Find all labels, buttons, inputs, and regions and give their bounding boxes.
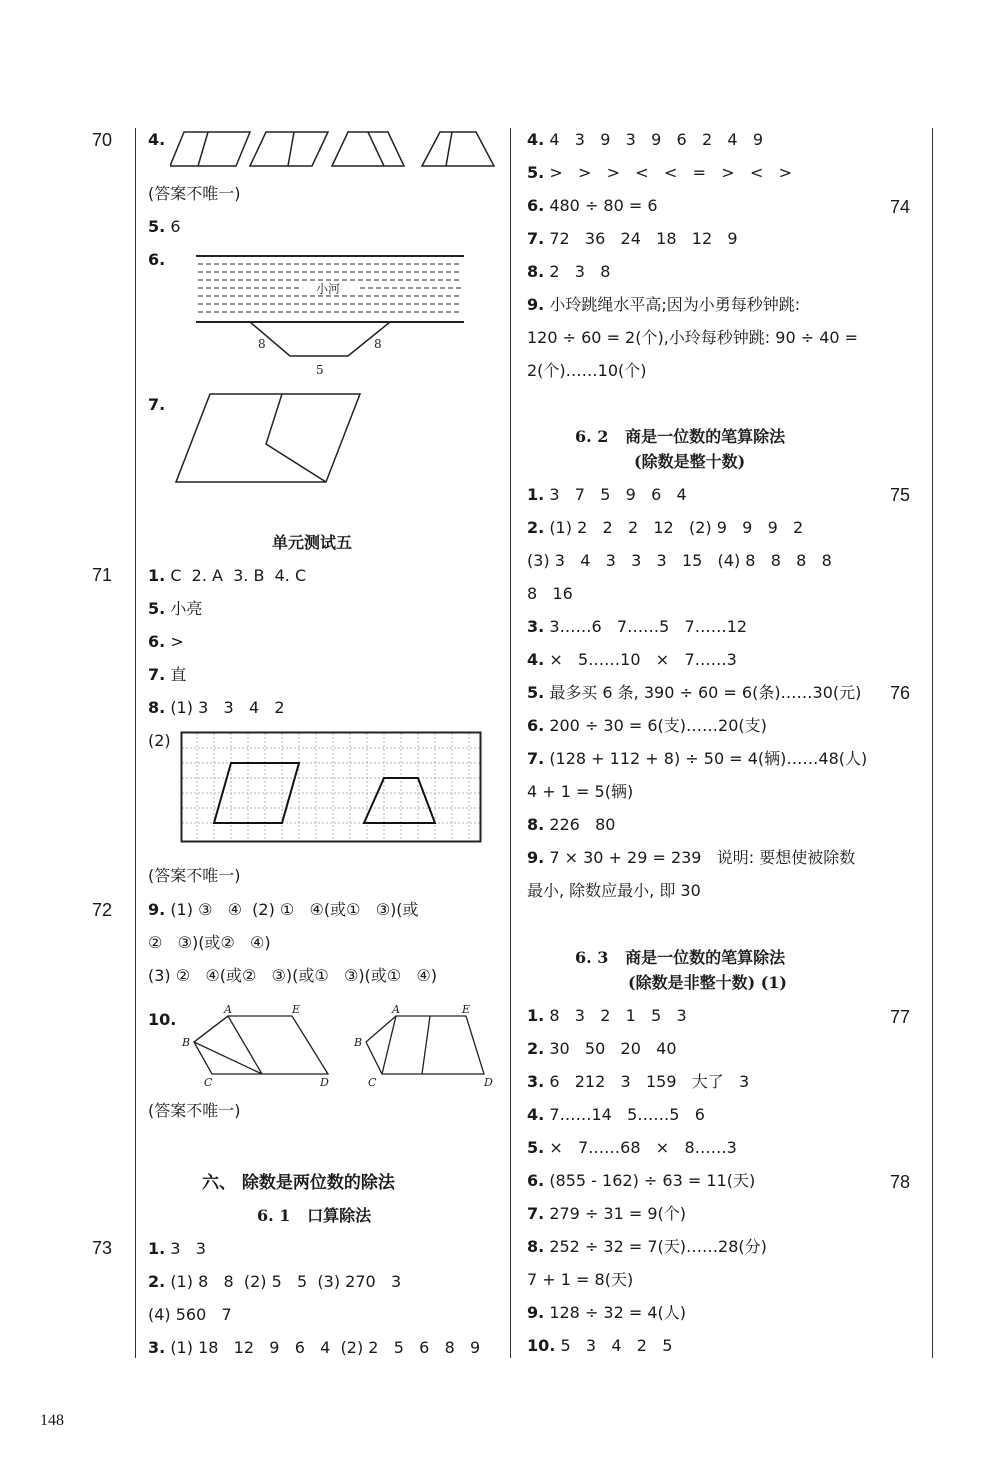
q4-shapes-figure bbox=[170, 128, 500, 170]
middle-rule bbox=[510, 128, 511, 1358]
answer-line: 6. bbox=[148, 250, 166, 269]
answer-line: (3) ② ④(或② ③)(或① ③)(或① ④) bbox=[148, 966, 437, 985]
label-c: C bbox=[368, 1076, 377, 1089]
section-title-6-3: 6. 3 商是一位数的笔算除法 bbox=[575, 948, 786, 967]
answer-line: 4. × 5……10 × 7……3 bbox=[527, 650, 737, 669]
answer-line: 1. 3 3 bbox=[148, 1239, 206, 1258]
answer-line: 5. > > > < < = > < > bbox=[527, 163, 793, 182]
page-ref-76: 76 bbox=[890, 683, 911, 703]
answer-line: 8. 252 ÷ 32 = 7(天)……28(分) bbox=[527, 1237, 767, 1256]
answer-line: (答案不唯一) bbox=[148, 1101, 241, 1120]
answer-line: 4. 7……14 5……5 6 bbox=[527, 1105, 705, 1124]
answer-line: (2) bbox=[148, 731, 171, 750]
page-ref-71: 71 bbox=[92, 565, 113, 585]
answer-line: 7. 72 36 24 18 12 9 bbox=[527, 229, 738, 248]
page-ref-75: 75 bbox=[890, 485, 911, 505]
section-title-6-2: 6. 2 商是一位数的笔算除法 bbox=[575, 427, 786, 446]
chapter-title: 六、 除数是两位数的除法 bbox=[202, 1173, 395, 1193]
page-ref-77: 77 bbox=[890, 1007, 911, 1027]
answer-line: (3) 3 4 3 3 3 15 (4) 8 8 8 8 bbox=[527, 551, 832, 570]
answer-line: 5. 最多买 6 条, 390 ÷ 60 = 6(条)……30(元) bbox=[527, 683, 862, 702]
left-side-label: 8 bbox=[258, 337, 266, 351]
answer-line: 8. 226 80 bbox=[527, 815, 616, 834]
label-b: B bbox=[182, 1036, 191, 1049]
answer-line: 3. (1) 18 12 9 6 4 (2) 2 5 6 8 9 bbox=[148, 1338, 481, 1357]
page-ref-74: 74 bbox=[890, 197, 911, 217]
label-d: D bbox=[484, 1076, 493, 1089]
section-title-unit-test-5: 单元测试五 bbox=[272, 533, 353, 552]
right-side-label: 8 bbox=[374, 337, 382, 351]
page-ref-72: 72 bbox=[92, 900, 113, 920]
answer-line: 8. 2 3 8 bbox=[527, 262, 611, 281]
answer-line: ② ③)(或② ④) bbox=[148, 933, 271, 952]
answer-line: (答案不唯一) bbox=[148, 184, 241, 203]
section-subtitle-6-3: (除数是非整十数) (1) bbox=[628, 973, 787, 992]
q10-figure bbox=[178, 1002, 498, 1090]
answer-line: 3. 3……6 7……5 7……12 bbox=[527, 617, 748, 636]
label-a: A bbox=[392, 1003, 400, 1016]
answer-line: 1. C 2. A 3. B 4. C bbox=[148, 566, 307, 585]
answer-line: 2. (1) 2 2 2 12 (2) 9 9 9 2 bbox=[527, 518, 804, 537]
answer-line: 7. 279 ÷ 31 = 9(个) bbox=[527, 1204, 687, 1223]
answer-line: 5. 小亮 bbox=[148, 599, 203, 618]
answer-line: 4. 4 3 9 3 9 6 2 4 9 bbox=[527, 130, 763, 149]
answer-line: 7. bbox=[148, 395, 166, 414]
answer-line: 9. 小玲跳绳水平高;因为小勇每秒钟跳: bbox=[527, 295, 801, 314]
bottom-label: 5 bbox=[316, 363, 324, 377]
answer-line: (答案不唯一) bbox=[148, 866, 241, 885]
right-column-rule bbox=[932, 128, 933, 1358]
answer-line: 7. (128 + 112 + 8) ÷ 50 = 4(辆)……48(人) bbox=[527, 749, 868, 768]
answer-line: 6. (855 - 162) ÷ 63 = 11(天) bbox=[527, 1171, 756, 1190]
left-column-rule bbox=[135, 128, 136, 1358]
section-title-6-1: 6. 1 口算除法 bbox=[257, 1206, 372, 1225]
answer-line: 6. 480 ÷ 80 = 6 bbox=[527, 196, 658, 215]
answer-line: 3. 6 212 3 159 大了 3 bbox=[527, 1072, 750, 1091]
label-e: E bbox=[292, 1003, 301, 1016]
answer-line: 5. 6 bbox=[148, 217, 181, 236]
answer-line: 2(个)……10(个) bbox=[527, 361, 647, 380]
answer-line: 10. bbox=[148, 1010, 177, 1029]
answer-line: 6. > bbox=[148, 632, 184, 651]
label-c: C bbox=[204, 1076, 213, 1089]
answer-line: 8 16 bbox=[527, 584, 573, 603]
label-d: D bbox=[320, 1076, 329, 1089]
answer-line: 6. 200 ÷ 30 = 6(支)……20(支) bbox=[527, 716, 767, 735]
river-figure bbox=[190, 250, 470, 380]
page-number: 148 bbox=[40, 1412, 64, 1429]
answer-line: 4 + 1 = 5(辆) bbox=[527, 782, 634, 801]
answer-line: 120 ÷ 60 = 2(个),小玲每秒钟跳: 90 ÷ 40 = bbox=[527, 328, 859, 347]
q7-parallelogram-figure bbox=[170, 390, 370, 490]
page-ref-73: 73 bbox=[92, 1238, 113, 1258]
answer-line: 9. 7 × 30 + 29 = 239 说明: 要想使被除数 bbox=[527, 848, 856, 867]
page-ref-70: 70 bbox=[92, 130, 113, 150]
answer-line: 7. 直 bbox=[148, 665, 187, 684]
answer-line: 1. 3 7 5 9 6 4 bbox=[527, 485, 687, 504]
answer-line: 2. (1) 8 8 (2) 5 5 (3) 270 3 bbox=[148, 1272, 402, 1291]
answer-line: 9. (1) ③ ④ (2) ① ④(或① ③)(或 bbox=[148, 900, 419, 919]
label-e: E bbox=[462, 1003, 471, 1016]
river-label: 小河 bbox=[316, 282, 341, 296]
answer-line: 8. (1) 3 3 4 2 bbox=[148, 698, 285, 717]
answer-line: 2. 30 50 20 40 bbox=[527, 1039, 677, 1058]
answer-line: 5. × 7……68 × 8……3 bbox=[527, 1138, 737, 1157]
answer-line: (4) 560 7 bbox=[148, 1305, 232, 1324]
answer-line: 最小, 除数应最小, 即 30 bbox=[527, 881, 701, 900]
grid-figure bbox=[180, 731, 482, 843]
answer-line: 10. 5 3 4 2 5 bbox=[527, 1336, 673, 1355]
answer-line: 4. bbox=[148, 130, 166, 149]
page-ref-78: 78 bbox=[890, 1172, 911, 1192]
label-a: A bbox=[224, 1003, 232, 1016]
answer-line: 1. 8 3 2 1 5 3 bbox=[527, 1006, 687, 1025]
answer-line: 7 + 1 = 8(天) bbox=[527, 1270, 634, 1289]
section-subtitle-6-2: (除数是整十数) bbox=[634, 452, 746, 471]
label-b: B bbox=[354, 1036, 363, 1049]
answer-line: 9. 128 ÷ 32 = 4(人) bbox=[527, 1303, 687, 1322]
